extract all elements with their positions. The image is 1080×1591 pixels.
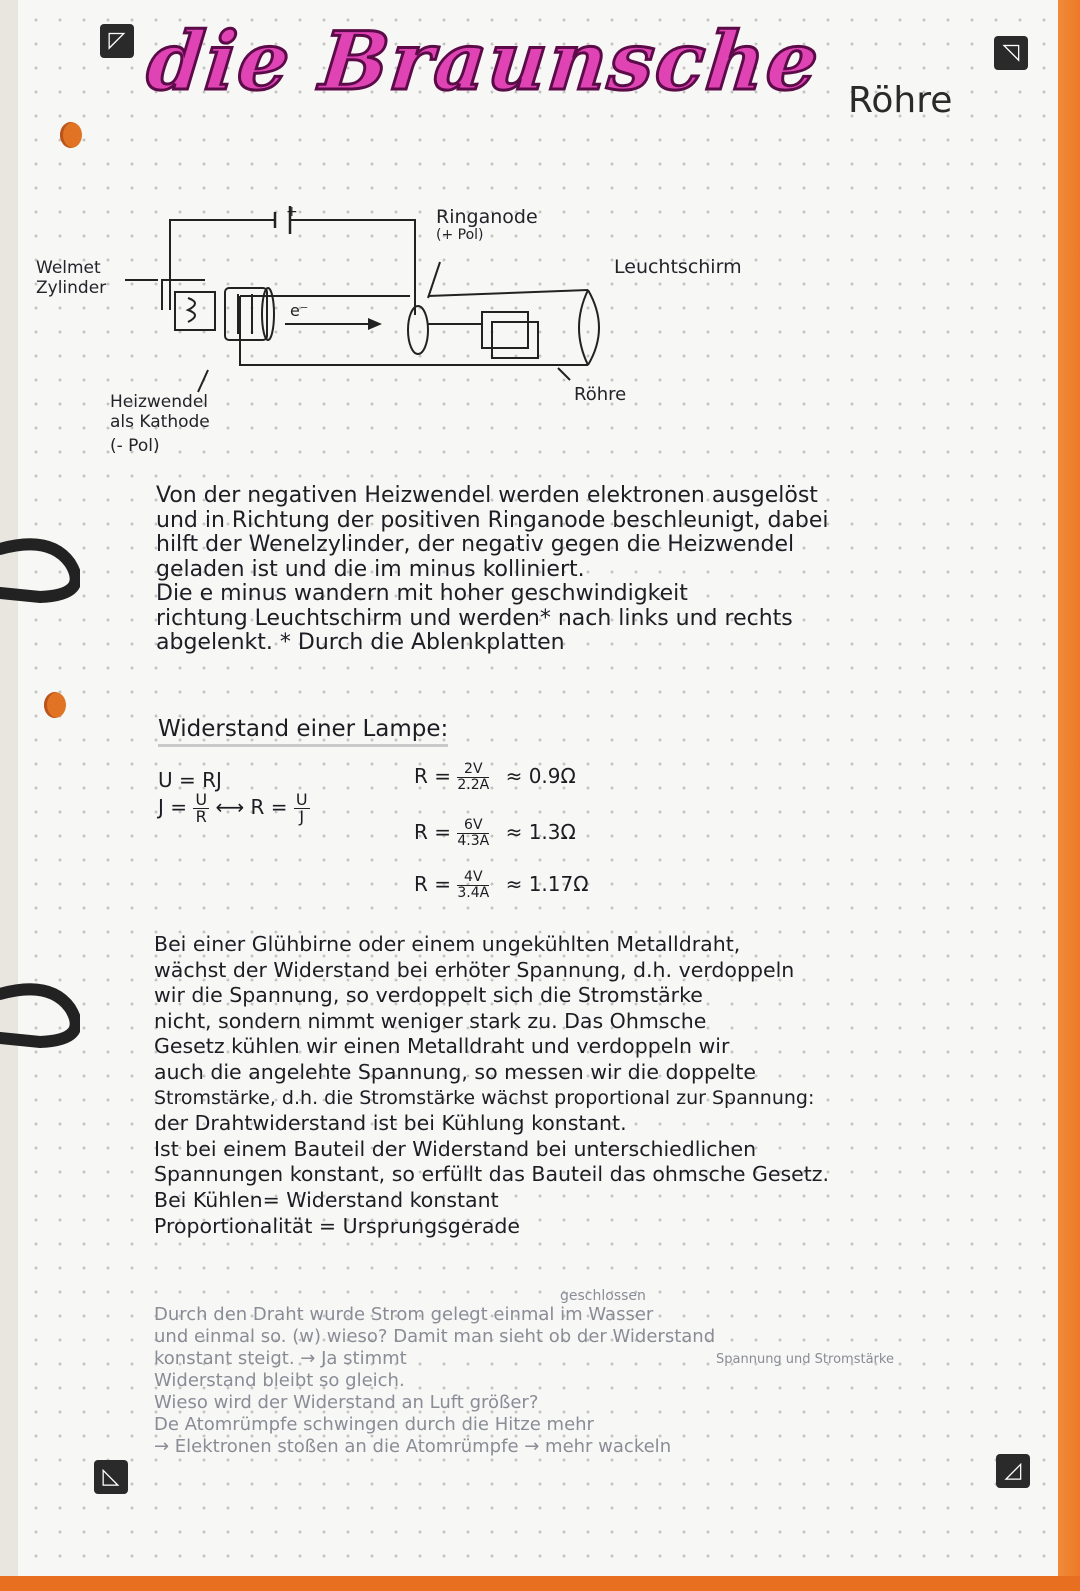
battery-plus-label: + xyxy=(286,204,298,220)
resistance-heading: Widerstand einer Lampe: xyxy=(158,716,448,747)
binder-hole xyxy=(44,692,66,718)
screen-label: Leuchtschirm xyxy=(614,256,742,278)
corner-marker-top-right-icon: ◹ xyxy=(994,36,1028,70)
main-paragraph: Bei einer Glühbirne oder einem ungekühlten Metalldraht, wächst der Widerstand bei erhöter Spannung, d.h. verdoppeln wir die Spannung, so verdoppelt sich die Stromstärke nicht, sondern nimmt weniger stark zu. Das Ohmsche Gesetz kühlen wir einen Metalldraht und verdoppeln wir auch die angelehte Spannung, so messen wir die doppelte Stromstärke, d.h. die Stromstärke wächst proportional zur Spannung: der Drahtwiderstand ist bei Kühlung konstant. Ist bei einem Bauteil der Widerstand bei unterschiedlichen Spannungen konstant, so erfüllt das Bauteil das ohmsche Gesetz. Bei Kühlen= Widerstand konstant Proportionalität = Ursprungsgerade xyxy=(154,932,830,1238)
wehnelt-label: Welmet Zylinder xyxy=(36,258,107,298)
cathode-label: Heizwendel als Kathode (- Pol) xyxy=(110,392,210,456)
corner-marker-bottom-right-icon: ◿ xyxy=(996,1454,1030,1488)
page-title-suffix: Röhre xyxy=(848,80,953,121)
corner-marker-bottom-left-icon: ◺ xyxy=(94,1460,128,1494)
calc-row: R = $\frac{4V}{3.4A}$ ≈ 1.17Ω xyxy=(414,869,589,901)
ringanode-label: Ringanode (+ Pol) xyxy=(436,206,538,243)
faint-sidenote: Spannung und Stromstärke xyxy=(716,1352,894,1367)
page-bottom-edge xyxy=(0,1576,1080,1591)
calc-row: R = $\frac{2V}{2.2A}$ ≈ 0.9Ω xyxy=(414,761,576,793)
beam-arrow-icon xyxy=(368,318,382,330)
binder-hole xyxy=(60,122,82,148)
calc-row: R = $\frac{6V}{4.3A}$ ≈ 1.3Ω xyxy=(414,817,576,849)
faint-pencil-notes: Durch den Draht wurde Strom gelegt einmal im Wasser und einmal so. (w) wieso? Damit man sieht ob der Widerstand konstant steigt. → Ja stimmt Widerstand bleibt so gleich. Wieso wird der Widerstand an Luft größer? De Atomrümpfe schwingen durch die Hitze mehr → Elektronen stoßen an die Atomrümpfe → mehr wackeln xyxy=(154,1304,716,1457)
binder-ring-icon xyxy=(0,980,80,1050)
page-title: die Braunsche xyxy=(143,14,825,108)
electron-label: e⁻ xyxy=(290,301,309,320)
page-edge-orange xyxy=(1058,0,1080,1591)
ohm-formulas: U = RJ J = $\frac{U}{R}$ ⟷ R = $\frac{U}{J}$ xyxy=(158,768,308,826)
faint-overline-note: geschlossen xyxy=(560,1288,646,1304)
binder-ring-icon xyxy=(0,535,80,605)
intro-paragraph: Von der negativen Heizwendel werden elektronen ausgelöst und in Richtung der positiven Ringanode beschleunigt, dabei hilft der Wenelzylinder, der negativ gegen die Heizwendel geladen ist und die im minus kolliniert. Die e minus wandern mit hoher geschwindigkeit richtung Leuchtschirm und werden* nach links und rechts abgelenkt. * Durch die Ablenkplatten xyxy=(156,483,829,655)
crt-diagram xyxy=(110,200,630,410)
corner-marker-top-left-icon: ◸ xyxy=(100,24,134,58)
tube-label: Röhre xyxy=(574,384,627,405)
